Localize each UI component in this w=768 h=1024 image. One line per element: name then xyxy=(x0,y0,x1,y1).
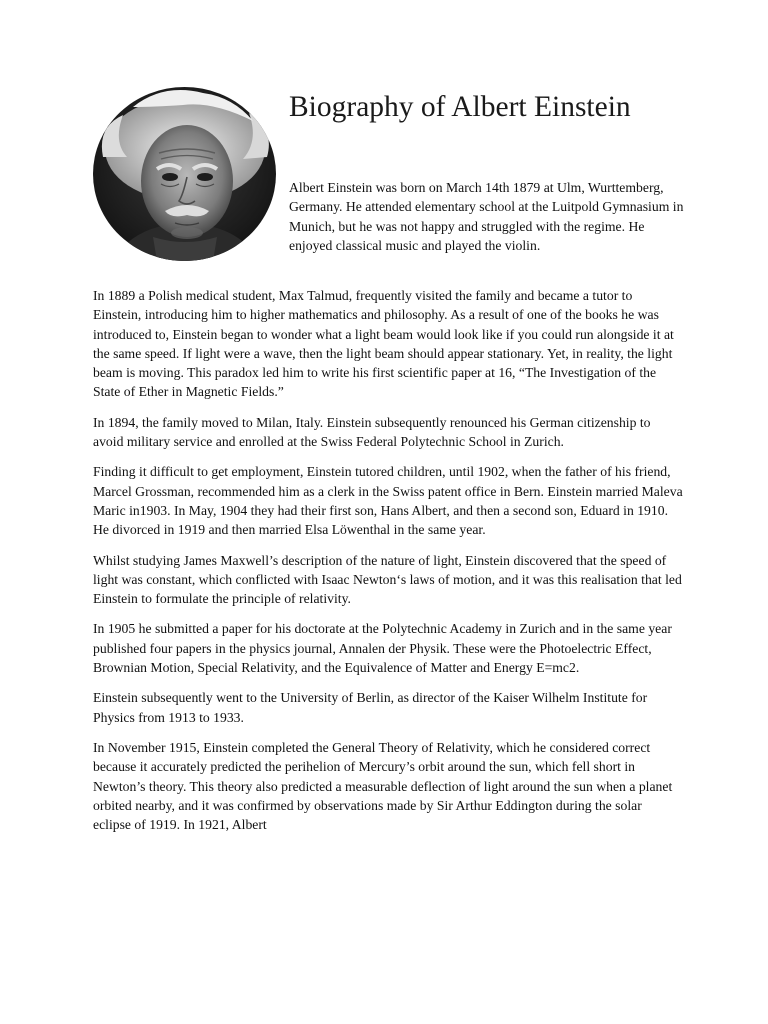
intro-paragraph: Albert Einstein was born on March 14th 1879 at Ulm, Wurttemberg, Germany. He attended elementary school at the Luitpold Gymnasium in Munich, but he was not happy and struggled with the regime. He enjoyed classical music and played the violin. xyxy=(289,180,684,253)
body-paragraph: Finding it difficult to get employment, Einstein tutored children, until 1902, when the father of his friend, Marcel Grossman, recommended him as a clerk in the Swiss patent office in Bern. Einstein married Maleva Maric in1903. In May, 1904 they had their first son, Hans Albert, and then a second son, Eduard in 1910. He divorced in 1919 and then married Elsa Löwenthal in the same year. xyxy=(93,464,683,538)
page-title: Biography of Albert Einstein xyxy=(289,91,631,123)
body-paragraph: In 1905 he submitted a paper for his doctorate at the Polytechnic Academy in Zurich and in the same year published four papers in the physics journal, Annalen der Physik. These were the Photoelectric Effect, Brownian Motion, Special Relativity, and the Equivalence of Matter and Energy E=mc2. xyxy=(93,621,672,676)
body-paragraph: In 1889 a Polish medical student, Max Talmud, frequently visited the family and became a tutor to Einstein, introducing him to higher mathematics and philosophy. As a result of one of the books he was introduced to, Einstein began to wonder what a light beam would look like if you could run alongside it at the same speed. If light were a wave, then the light beam should appear stationary. Yet, in reality, the light beam is moving. This paradox led him to write his first scientific paper at 16, “The Investigation of the State of Ether in Magnetic Fields.” xyxy=(93,288,674,400)
body-paragraph: Whilst studying James Maxwell’s description of the nature of light, Einstein discovered that the speed of light was constant, which conflicted with Isaac Newton‘s laws of motion, and it was this realisation that led Einstein to formulate the principle of relativity. xyxy=(93,552,682,607)
body-text xyxy=(93,286,683,845)
body-paragraph: In 1894, the family moved to Milan, Italy. Einstein subsequently renounced his German citizenship to avoid military service and enrolled at the Swiss Federal Polytechnic School in Zurich. xyxy=(93,414,651,450)
einstein-portrait-photo xyxy=(93,87,276,261)
portrait-image xyxy=(93,87,276,261)
body-paragraph: Einstein subsequently went to the University of Berlin, as director of the Kaiser Wilhelm Institute for Physics from 1913 to 1933. xyxy=(93,690,648,725)
body-paragraph: In November 1915, Einstein completed the General Theory of Relativity, which he considered correct because it accurately predicted the perihelion of Mercury’s orbit around the sun, which fell short in Newton’s theory. This theory also predicted a measurable deflection of light around the sun when a planet orbited nearby, and it was confirmed by observations made by Sir Arthur Eddington during the solar eclipse of 1919. In 1921, Albert xyxy=(93,739,673,833)
